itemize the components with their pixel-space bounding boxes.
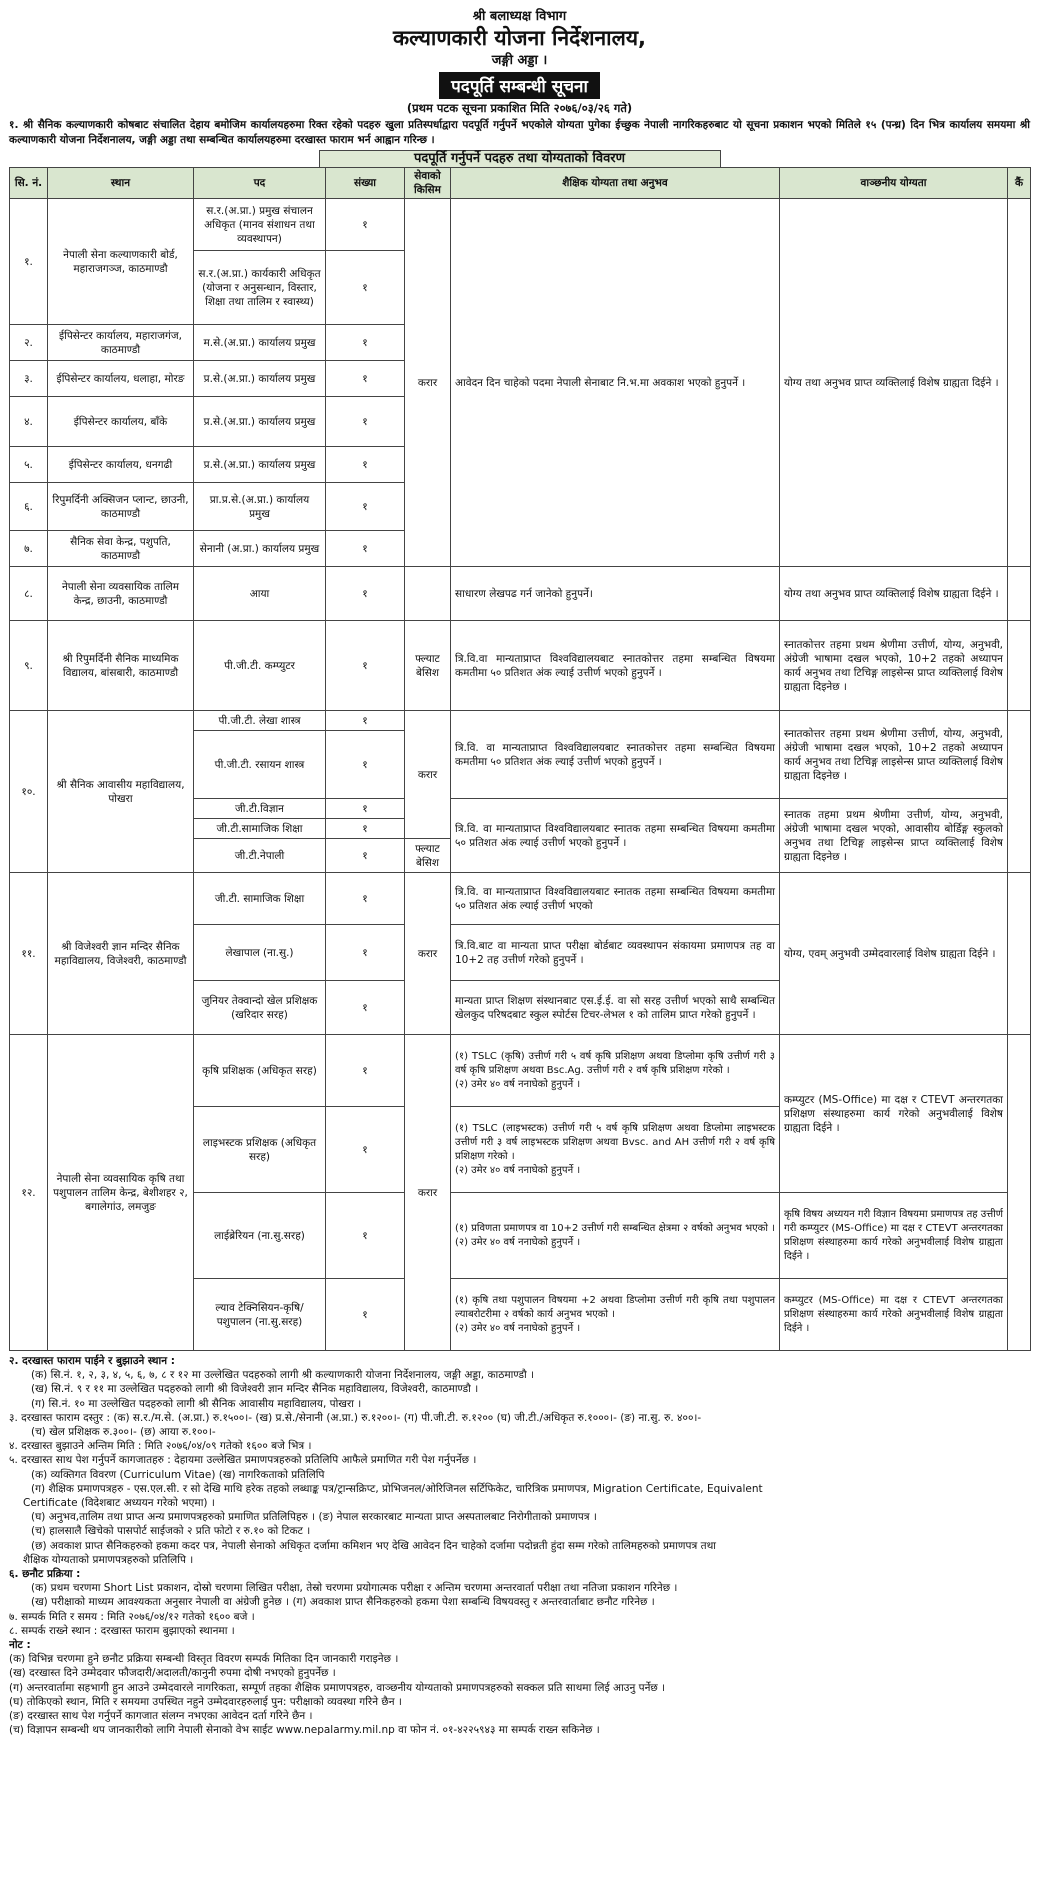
row-count: १: [326, 397, 405, 447]
note-line: (क) सि.नं. १, २, ३, ४, ५, ६, ७, ८ र १२ मा उल्लेखित पदहरुको लागी श्री कल्याणकारी योजना निर्देशनालय, जङ्गी अड्डा, काठमाण्डौ ।: [31, 1369, 534, 1382]
office-location: जङ्गी अड्डा ।: [491, 53, 548, 68]
row-post: जी.टी.नेपाली: [194, 839, 326, 873]
row-service: फ्ल्याट बेसिश: [405, 621, 451, 711]
row-post: सेनानी (अ.प्रा.) कार्यालय प्रमुख: [194, 531, 326, 567]
note-line: नोट :: [9, 1639, 31, 1652]
row-count: १: [326, 1035, 405, 1107]
row-service: फ्ल्याट बेसिश: [405, 839, 451, 873]
note-line: (छ) अवकाश प्राप्त सैनिकहरुको हकमा कदर पत्र, नेपाली सेनाको अधिकृत दर्जामा कमिशन भए देखि आवेदन दिन चाहेको दर्जामा पदोन्नती हुंदा सम्म गरेको तालिमहरुको प्रमाणपत्र तथा: [31, 1539, 717, 1552]
row-sn: ४.: [10, 397, 48, 447]
intro-paragraph: १. श्री सैनिक कल्याणकारी कोषबाट संचालित देहाय बमोजिम कार्यालयहरुमा रिक्त रहेको पदहरु खुला प्रतिस्पर्धाद्वारा पदपूर्ति गर्नुपर्ने भएकोले योग्यता पुगेका ईच्छुक नेपाली नागरिकहरुबाट यो सूचना प्रकाशन भएको मितिले १५ (पन्ध्र) दिन भित्र कार्यालय समयमा श्री कल्याणकारी योजना निर्देशनालय, जङ्गी अड्डा तथा सम्बन्धित कार्यालयहरुमा दरखास्त फाराम भर्न आह्वान गरिन्छ ।: [9, 119, 1030, 146]
row-post: लाईब्रेरियन (ना.सु.सरह): [194, 1193, 326, 1279]
note-line: शैक्षिक योग्यताको प्रमाणपत्रहरुको प्रतिलिपि ।: [23, 1553, 194, 1566]
row-remarks: [1008, 1035, 1031, 1351]
note-line: ४. दरखास्त बुझाउने अन्तिम मिति : मिति २०७६/०४/०९ गतेको १६०० बजे भित्र ।: [9, 1440, 312, 1453]
row-sn: ८.: [10, 567, 48, 621]
row-education: साधारण लेखपढ गर्न जानेको हुनुपर्ने।: [451, 567, 780, 621]
note-line: Certificate (विदेशबाट अध्ययन गरेको भएमा) ।: [23, 1497, 215, 1510]
table-row: [10, 711, 1031, 731]
row-count: १: [326, 621, 405, 711]
table-row: [10, 567, 1031, 621]
row-post: आया: [194, 567, 326, 621]
row-count: १: [326, 799, 405, 819]
row-place: ईपिसेन्टर कार्यालय, महाराजगंज, काठमाण्डौ: [48, 325, 194, 361]
row-sn: ९.: [10, 621, 48, 711]
row-desired: कम्प्युटर (MS-Office) मा दक्ष र CTEVT अन्तरगतका प्रशिक्षण संस्थाहरुमा कार्य गरेको अनुभवीलाई विशेष ग्राह्यता दिईने ।: [780, 1035, 1008, 1193]
row-post: प्र.से.(अ.प्रा.) कार्यालय प्रमुख: [194, 447, 326, 483]
row-service: करार: [405, 873, 451, 1035]
col-remarks: कैं: [1008, 168, 1031, 199]
table-row: [10, 873, 1031, 925]
row-count: १: [326, 873, 405, 925]
row-desired: स्नातकोत्तर तहमा प्रथम श्रेणीमा उत्तीर्ण, योग्य, अनुभवी, अंग्रेजी भाषामा दखल भएको, 10+2 तहको अध्यापन कार्य अनुभव तथा टिचिङ्ग लाइसेन्स प्राप्त व्यक्तिलाई विशेष ग्राह्यता दिइनेछ ।: [780, 621, 1008, 711]
note-line: ६. छनौट प्रक्रिया :: [9, 1568, 81, 1581]
row-education: [451, 1193, 780, 1279]
row-desired: स्नातकोत्तर तहमा प्रथम श्रेणीमा उत्तीर्ण, योग्य, अनुभवी, अंग्रेजी भाषामा दखल भएको, 10+2 तहको अध्यापन कार्य अनुभव तथा टिचिङ्ग लाइसेन्स प्राप्त व्यक्तिलाई विशेष ग्राह्यता दिइनेछ ।: [780, 711, 1008, 799]
note-line: ८. सम्पर्क राख्ने स्थान : दरखास्त फाराम बुझाएको स्थानमा ।: [9, 1624, 235, 1637]
row-sn: ७.: [10, 531, 48, 567]
row-count: १: [326, 1193, 405, 1279]
row-place: सैनिक सेवा केन्द्र, पशुपति, काठमाण्डौ: [48, 531, 194, 567]
row-sn: १.: [10, 199, 48, 325]
row-place: नेपाली सेना व्यवसायिक कृषि तथा पशुपालन तालिम केन्द्र, बेशीशहर २, बगालेगांउ, लमजुङ: [48, 1035, 194, 1351]
row-count: १: [326, 361, 405, 397]
row-count: १: [326, 325, 405, 361]
row-count: १: [326, 925, 405, 981]
row-desired: स्नातक तहमा प्रथम श्रेणीमा उत्तीर्ण, योग्य, अनुभवी, अंग्रेजी भाषामा दखल भएको, आवासीय बोर्डिङ्ग स्कुलको अनुभव तथा टिचिङ्ग लाइसेन्स प्राप्त व्यक्तिलाई विशेष ग्राह्यता दिइनेछ ।: [780, 799, 1008, 873]
row-desired: योग्य, एवम् अनुभवी उम्मेदवारलाई विशेष ग्राह्यता दिईने ।: [780, 873, 1008, 1035]
row-place: ईपिसेन्टर कार्यालय, धलाहा, मोरङ: [48, 361, 194, 397]
row-sn: ११.: [10, 873, 48, 1035]
notes-section: [9, 1354, 1030, 1737]
table-title: पदपूर्ति गर्नुपर्ने पदहरु तथा योग्यताको विवरण: [319, 150, 721, 167]
row-count: १: [326, 567, 405, 621]
row-place: नेपाली सेना व्यवसायिक तालिम केन्द्र, छाउनी, काठमाण्डौ: [48, 567, 194, 621]
col-education: शैक्षिक योग्यता तथा अनुभव: [451, 168, 780, 199]
col-sn: सि. नं.: [10, 168, 48, 199]
row-place: रिपुमर्दिनी अक्सिजन प्लान्ट, छाउनी, काठमाण्डौ: [48, 483, 194, 531]
row-post: जी.टी. सामाजिक शिक्षा: [194, 873, 326, 925]
row-post: पी.जी.टी. लेखा शास्त्र: [194, 711, 326, 731]
row-service: करार: [405, 1035, 451, 1351]
row-service: करार: [405, 711, 451, 839]
row-post: स.र.(अ.प्रा.) कार्यकारी अधिकृत (योजना र अनुसन्धान, विस्तार, शिक्षा तथा तालिम र स्वास्थ्य): [194, 251, 326, 325]
row-post: म.से.(अ.प्रा.) कार्यालय प्रमुख: [194, 325, 326, 361]
row-education: त्रि.वि.बाट वा मान्यता प्राप्त परीक्षा बोर्डबाट व्यवस्थापन संकायमा प्रमाणपत्र तह वा 10+2 तह उत्तीर्ण गरेको हुनुपर्ने ।: [451, 925, 780, 981]
edu-line: (२) उमेर ४० वर्ष ननाघेको हुनुपर्ने ।: [455, 1164, 581, 1176]
row-count: १: [326, 981, 405, 1035]
vacancy-table: [9, 167, 1031, 1351]
note-line: (ङ) दरखास्त साथ पेश गर्नुपर्ने कागजात संलग्न नभएका आवेदन दर्ता गरिने छैन ।: [9, 1710, 313, 1723]
edu-line: (२) उमेर ४० वर्ष ननाघेको हुनुपर्ने ।: [455, 1322, 581, 1334]
row-place: ईपिसेन्टर कार्यालय, बाँके: [48, 397, 194, 447]
note-line: ५. दरखास्त साथ पेश गर्नुपर्ने कागजातहरु : देहायमा उल्लेखित प्रमाणपत्रहरुको प्रतिलिपि आफैले प्रमाणित गरी पेश गर्नुपर्नेछ ।: [9, 1454, 477, 1467]
row-place: श्री रिपुमर्दिनी सैनिक माध्यमिक विद्यालय, बांसबारी, काठमाण्डौ: [48, 621, 194, 711]
row-desired: कम्प्युटर (MS-Office) मा दक्ष र CTEVT अन्तरगतका प्रशिक्षण संस्थाहरुमा कार्य गरेको अनुभवीलाई विशेष ग्राह्यता दिईने ।: [780, 1279, 1008, 1351]
row-remarks: [1008, 711, 1031, 873]
row-post: लेखापाल (ना.सु.): [194, 925, 326, 981]
row-count: १: [326, 531, 405, 567]
note-line: (ख) दरखास्त दिने उम्मेदवार फौजदारी/अदालती/कानुनी रुपमा दोषी नभएको हुनुपर्नेछ ।: [9, 1667, 336, 1680]
note-line: (क) व्यक्तिगत विवरण (Curriculum Vitae) (ख) नागरिकताको प्रतिलिपि: [31, 1468, 325, 1481]
row-post: प्र.से.(अ.प्रा.) कार्यालय प्रमुख: [194, 397, 326, 447]
row-remarks: [1008, 567, 1031, 621]
row-education: त्रि.वि. वा मान्यताप्राप्त विश्वविद्यालयबाट स्नातक तहमा सम्बन्धित विषयमा कमतीमा ५० प्रतिशत अंक ल्याई उत्तीर्ण भएको हुनुपर्ने ।: [451, 799, 780, 873]
row-sn: १२.: [10, 1035, 48, 1351]
row-education: त्रि.वि. वा मान्यताप्राप्त विश्वविद्यालयबाट स्नातकोत्तर तहमा सम्बन्धित विषयमा कमतीमा ५० प्रतिशत अंक ल्याई उत्तीर्ण भएको हुनुपर्ने ।: [451, 711, 780, 799]
row-post: पी.जी.टी. कम्प्युटर: [194, 621, 326, 711]
row-desired: योग्य तथा अनुभव प्राप्त व्यक्तिलाई विशेष ग्राह्यता दिईने ।: [780, 567, 1008, 621]
row-post: ल्याव टेक्निसियन-कृषि/पशुपालन (ना.सु.सरह): [194, 1279, 326, 1351]
row-post: प्रा.प्र.से.(अ.प्रा.) कार्यालय प्रमुख: [194, 483, 326, 531]
row-count: १: [326, 251, 405, 325]
note-line: ३. दरखास्त फाराम दस्तुर : (क) स.र./म.से. (अ.प्रा.) रु.१५००।- (ख) प्र.से./सेनानी (अ.प्रा.) रु.१२००।- (ग) पी.जी.टी. रु.१२०० (घ) जी.टी./अधिकृत रु.१०००।- (ङ) ना.सु. रु. ४००।-: [9, 1411, 702, 1424]
col-count: संख्या: [326, 168, 405, 199]
row-count: १: [326, 1107, 405, 1193]
edu-line: (१) प्रविणता प्रमाणपत्र वा 10+2 उत्तीर्ण गरी सम्बन्धित क्षेत्रमा २ वर्षको अनुभव भएको ।: [455, 1222, 775, 1234]
row-desired: कृषि विषय अध्ययन गरी विज्ञान विषयमा प्रमाणपत्र तह उत्तीर्ण गरी कम्प्युटर (MS-Office) मा दक्ष र CTEVT अन्तरगतका प्रशिक्षण संस्थाहरुमा कार्य गरेको अनुभवीलाई विशेष ग्राह्यता दिईने ।: [780, 1193, 1008, 1279]
table-header-row: [10, 168, 1031, 199]
note-line: (च) विज्ञापन सम्बन्धी थप जानकारीको लागि नेपाली सेनाको वेभ साईट www.nepalarmy.mil.np वा फोन नं. ०१-४२२५९४३ मा सम्पर्क राख्न सकिनेछ ।: [9, 1724, 600, 1737]
row-post: स.र.(अ.प्रा.) प्रमुख संचालन अधिकृत (मानव संशाधन तथा व्यवस्थापन): [194, 199, 326, 251]
edu-line: (१) TSLC (लाइभस्टक) उत्तीर्ण गरी ५ वर्ष कृषि प्रशिक्षण अथवा डिप्लोमा लाइभस्टक उत्तीर्ण गरी ३ वर्ष लाइभस्टक प्रशिक्षण अथवा Bvsc. and AH उत्तीर्ण गरी २ वर्ष कृषि प्रशिक्षण गरेको ।: [455, 1122, 775, 1162]
notice-banner: पदपूर्ति सम्बन्धी सूचना: [439, 72, 600, 99]
row-education: [451, 1035, 780, 1107]
row-sn: १०.: [10, 711, 48, 873]
row-count: १: [326, 199, 405, 251]
directorate-name: कल्याणकारी योजना निर्देशनालय,: [392, 26, 647, 50]
note-line: (क) विभिन्न चरणमा हुने छनौट प्रक्रिया सम्बन्धी विस्तृत विवरण सम्पर्क मितिका दिन जानकारी गराइनेछ ।: [9, 1653, 399, 1666]
row-count: १: [326, 483, 405, 531]
row-remarks: [1008, 621, 1031, 711]
note-line: (च) हालसालै खिचेको पासपोर्ट साईजको २ प्रति फोटो र रु.१० को टिकट ।: [31, 1525, 311, 1538]
note-line: (घ) अनुभव,तालिम तथा प्राप्त अन्य प्रमाणपत्रहरुको प्रमाणित प्रतिलिपिहरु । (ङ) नेपाल सरकारबाट मान्यता प्राप्त अस्पतालबाट निरोगीताको प्रमाणपत्र ।: [31, 1511, 597, 1524]
row-place: ईपिसेन्टर कार्यालय, धनगढी: [48, 447, 194, 483]
edu-line: (१) कृषि तथा पशुपालन विषयमा +2 अथवा डिप्लोमा उत्तीर्ण गरी कृषि तथा पशुपालन ल्याबरोटरीमा २ वर्षको कार्य अनुभव भएको ।: [455, 1294, 775, 1320]
row-count: १: [326, 447, 405, 483]
note-line: (ग) शैक्षिक प्रमाणपत्रहरु - एस.एल.सी. र सो देखि माथि हरेक तहको लब्धाङ्क पत्र/ट्रान्सक्रिप्ट, प्रोभिजनल/ओरिजिनल सर्टिफिकेट, चारित्रिक प्रमाणपत्र, Migration Certificate, Equivalent: [31, 1482, 763, 1495]
note-line: (ग) अन्तरवार्तामा सहभागी हुन आउने उम्मेदवारले नागरिकता, सम्पूर्ण तहका शैक्षिक प्रमाणपत्रहरु, वाञ्छनीय योग्यताको प्रमाणपत्रहरुको सक्कल प्रति साथमा लिई आउनु पर्नेछ ।: [9, 1681, 666, 1694]
row-sn: ५.: [10, 447, 48, 483]
row-place: नेपाली सेना कल्याणकारी बोर्ड, महाराजगञ्ज, काठमाण्डौ: [48, 199, 194, 325]
edu-line: (१) TSLC (कृषि) उत्तीर्ण गरी ५ वर्ष कृषि प्रशिक्षण अथवा डिप्लोमा कृषि उत्तीर्ण गरी ३ वर्ष कृषि प्रशिक्षण अथवा Bsc.Ag. उत्तीर्ण गरी २ वर्ष कृषि प्रशिक्षण गरेको ।: [455, 1050, 775, 1076]
row-count: १: [326, 819, 405, 839]
row-place: श्री विजेश्वरी ज्ञान मन्दिर सैनिक महाविद्यालय, विजेश्वरी, काठमाण्डौ: [48, 873, 194, 1035]
note-line: (क) प्रथम चरणमा Short List प्रकाशन, दोस्रो चरणमा लिखित परीक्षा, तेस्रो चरणमा प्रयोगात्मक परीक्षा र अन्तिम चरणमा अन्तरवार्ता परीक्षा तथा नतिजा प्रकाशन गरिनेछ ।: [31, 1582, 678, 1595]
row-sn: ३.: [10, 361, 48, 397]
note-line: (ख) परीक्षाको माध्यम आवश्यकता अनुसार नेपाली वा अंग्रेजी हुनेछ । (ग) अवकाश प्राप्त सैनिकहरुको हकमा पेशा सम्बन्धि विषयवस्तु र अन्तरवार्ताबाट छनौट गरिनेछ ।: [31, 1596, 655, 1609]
note-line: (घ) तोकिएको स्थान, मिति र समयमा उपस्थित नहुने उम्मेदवारहरुलाई पुन: परीक्षाको व्यवस्था गरिने छैन ।: [9, 1695, 402, 1708]
row-count: १: [326, 711, 405, 731]
row-remarks: [1008, 199, 1031, 567]
table-row: [10, 1035, 1031, 1107]
col-place: स्थान: [48, 168, 194, 199]
edu-line: (२) उमेर ४० वर्ष ननाघेको हुनुपर्ने ।: [455, 1078, 581, 1090]
col-service: सेवाको किसिम: [405, 168, 451, 199]
row-post: कृषि प्रशिक्षक (अधिकृत सरह): [194, 1035, 326, 1107]
col-desired: वाञ्छनीय योग्यता: [780, 168, 1008, 199]
note-line: ७. सम्पर्क मिति र समय : मिति २०७६/०४/१२ गतेको १६०० बजे ।: [9, 1610, 255, 1623]
row-service: [405, 567, 451, 621]
row-count: १: [326, 1279, 405, 1351]
row-desired: योग्य तथा अनुभव प्राप्त व्यक्तिलाई विशेष ग्राह्यता दिईने ।: [780, 199, 1008, 567]
row-education: त्रि.वि. वा मान्यताप्राप्त विश्वविद्यालयबाट स्नातक तहमा सम्बन्धित विषयमा कमतीमा ५० प्रतिशत अंक ल्याई उत्तीर्ण भएको: [451, 873, 780, 925]
row-education: [451, 1107, 780, 1193]
table-row: [10, 199, 1031, 251]
row-post: प्र.से.(अ.प्रा.) कार्यालय प्रमुख: [194, 361, 326, 397]
row-education: आवेदन दिन चाहेको पदमा नेपाली सेनाबाट नि.भ.मा अवकाश भएको हुनुपर्ने ।: [451, 199, 780, 567]
row-sn: ६.: [10, 483, 48, 531]
note-line: (ख) सि.नं. ९ र ११ मा उल्लेखित पदहरुको लागी श्री विजेश्वरी ज्ञान मन्दिर सैनिक महाविद्यालय, विजेश्वरी, काठमाण्डौ ।: [31, 1383, 479, 1396]
row-service: करार: [405, 199, 451, 567]
row-remarks: [1008, 873, 1031, 1035]
note-line: २. दरखास्त फाराम पाईने र बुझाउने स्थान :: [9, 1355, 175, 1367]
row-education: मान्यता प्राप्त शिक्षण संस्थानबाट एस.ई.ई. वा सो सरह उत्तीर्ण भएको साथै सम्बन्धित खेलकुद परिषदबाट स्कुल स्पोर्टस टिचर-लेभल १ को तालिम प्राप्त गरेको हुनुपर्ने ।: [451, 981, 780, 1035]
row-count: १: [326, 839, 405, 873]
row-education: [451, 1279, 780, 1351]
department-name: श्री बलाध्यक्ष विभाग: [472, 9, 567, 24]
notice-page: [9, 0, 1030, 1737]
col-post: पद: [194, 168, 326, 199]
row-sn: २.: [10, 325, 48, 361]
row-post: जी.टी.सामाजिक शिक्षा: [194, 819, 326, 839]
note-line: (ग) सि.नं. १० मा उल्लेखित पदहरुको लागी श्री सैनिक आवासीय महाविद्यालय, पोखरा ।: [31, 1397, 362, 1410]
row-education: त्रि.वि.वा मान्यताप्राप्त विश्वविद्यालयबाट स्नातकोत्तर तहमा सम्बन्धित विषयमा कमतीमा ५० प्रतिशत अंक ल्याई उत्तीर्ण भएको हुनुपर्ने ।: [451, 621, 780, 711]
row-post: पी.जी.टी. रसायन शास्त्र: [194, 731, 326, 799]
row-count: १: [326, 731, 405, 799]
row-post: लाइभस्टक प्रशिक्षक (अधिकृत सरह): [194, 1107, 326, 1193]
note-line: (च) खेल प्रशिक्षक रु.३००।- (छ) आया रु.१००।-: [31, 1426, 216, 1439]
table-row: [10, 621, 1031, 711]
header: [9, 8, 1030, 116]
edu-line: (२) उमेर ४० वर्ष ननाघेको हुनुपर्ने ।: [455, 1236, 581, 1248]
published-date: (प्रथम पटक सूचना प्रकाशित मिति २०७६/०३/२६ गते): [406, 101, 633, 115]
row-place: श्री सैनिक आवासीय महाविद्यालय, पोखरा: [48, 711, 194, 873]
row-post: जुनियर तेक्वान्दो खेल प्रशिक्षक (खरिदार सरह): [194, 981, 326, 1035]
row-post: जी.टी.विज्ञान: [194, 799, 326, 819]
